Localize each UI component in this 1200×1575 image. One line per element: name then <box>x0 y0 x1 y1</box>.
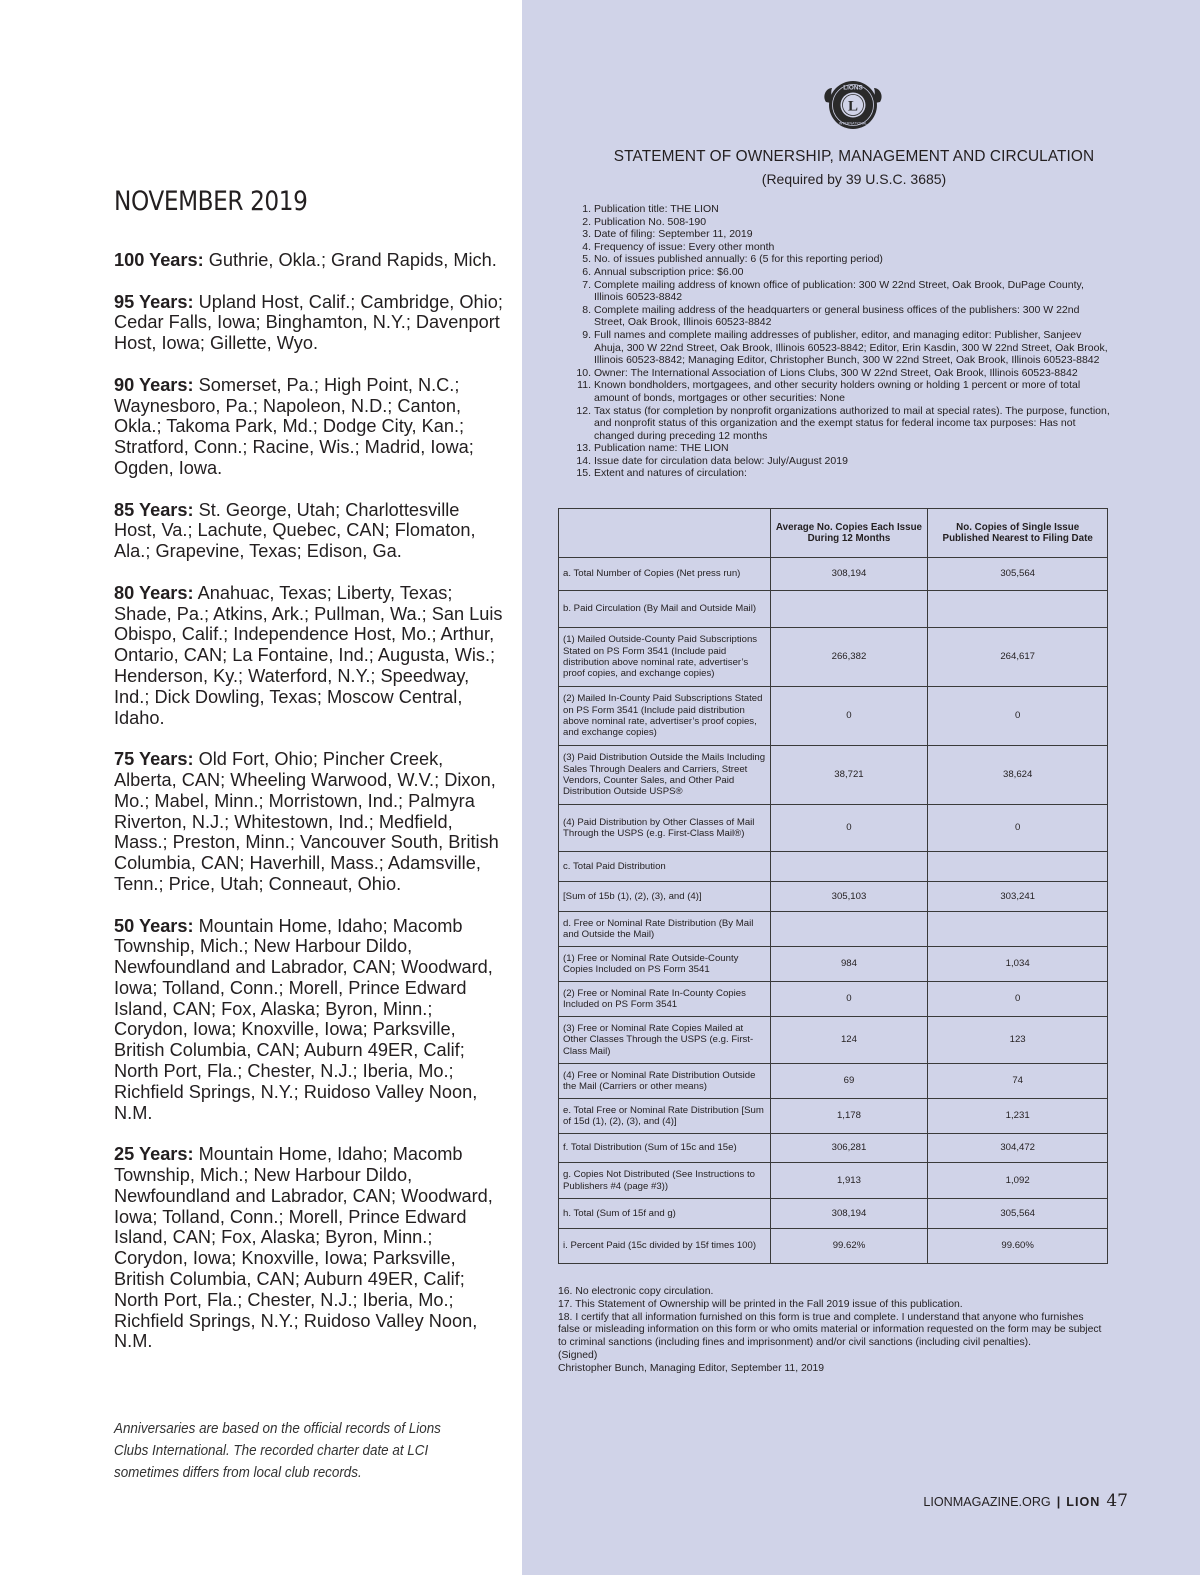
item-text: Owner: The International Association of Lions Clubs, 300 W 22nd Street, Oak Brook, Illinois 60523-8842 <box>594 366 1078 379</box>
avg-value: 266,382 <box>770 628 928 687</box>
single-value: 99.60% <box>928 1229 1108 1264</box>
row-label: i. Percent Paid (15c divided by 15f times 100) <box>559 1229 771 1264</box>
anniversary-label: 75 Years: <box>114 749 194 770</box>
table-row <box>559 1134 1108 1163</box>
anniversary-50 <box>114 916 506 1124</box>
item-text: Publication title: THE LION <box>594 203 719 215</box>
row-label: b. Paid Circulation (By Mail and Outside Mail) <box>559 591 771 628</box>
anniversary-75 <box>114 749 506 895</box>
table-row <box>559 746 1108 805</box>
statement-items <box>576 203 1112 480</box>
single-value: 303,241 <box>928 882 1108 912</box>
item-number: 14. <box>576 454 591 467</box>
anniversary-clubs: Mountain Home, Idaho; Macomb Township, Mich.; New Harbour Dildo, Newfoundland and Labrador, CAN; Woodward, Iowa; Tolland, Conn.; Morell, Prince Edward Island, CAN; Fox, Alaska; Byron, Minn.; Corydon, Iowa; Knoxville, Iowa; Parksville, British Columbia, CAN; Auburn 49ER, Calif; North Port, Fla.; Chester, N.J.; Iberia, Mo.; Richfield Springs, N.Y.; Ruidoso Valley Noon, N.M. <box>114 1144 493 1352</box>
statement-item <box>576 467 1112 480</box>
single-value <box>928 852 1108 882</box>
row-label: (2) Free or Nominal Rate In-County Copies Included on PS Form 3541 <box>559 982 771 1017</box>
avg-value: 984 <box>770 947 928 982</box>
item-text: Known bondholders, mortgagees, and other security holders owning or holding 1 percent or more of total amount of bonds, mortgages or other securities: None <box>594 379 1081 404</box>
item-text: Complete mailing address of known office of publication: 300 W 22nd Street, Oak Brook, DuPage County, Illinois 60523-8842 <box>594 278 1084 304</box>
avg-value: 0 <box>770 982 928 1017</box>
logo-letter: L <box>847 98 859 115</box>
single-value: 74 <box>928 1064 1108 1099</box>
anniversary-clubs: Guthrie, Okla.; Grand Rapids, Mich. <box>203 250 497 270</box>
anniversary-label: 100 Years: <box>114 250 204 270</box>
month-heading: NOVEMBER 2019 <box>114 186 308 217</box>
table-row <box>559 947 1108 982</box>
anniversary-80 <box>114 583 506 729</box>
single-issue-header: No. Copies of Single Issue Published Nearest to Filing Date <box>928 509 1108 558</box>
row-label: e. Total Free or Nominal Rate Distribution [Sum of 15d (1), (2), (3), and (4)] <box>559 1099 771 1134</box>
single-value <box>928 912 1108 947</box>
row-label: (3) Free or Nominal Rate Copies Mailed at Other Classes Through the USPS (e.g. First-Class Mail) <box>559 1017 771 1064</box>
item-number: 15. <box>576 467 591 480</box>
anniversary-clubs: Upland Host, Calif.; Cambridge, Ohio; Cedar Falls, Iowa; Binghamton, N.Y.; Davenport Host, Iowa; Gillette, Wyo. <box>114 291 503 354</box>
single-value: 264,617 <box>928 628 1108 687</box>
single-value: 0 <box>928 982 1108 1017</box>
single-value: 304,472 <box>928 1134 1108 1163</box>
table-row <box>559 1199 1108 1229</box>
page-footer <box>923 1491 1128 1511</box>
single-value: 0 <box>928 687 1108 746</box>
item-number: 6. <box>582 265 591 278</box>
anniversary-label: 90 Years: <box>114 374 194 395</box>
item-text: Extent and natures of circulation: <box>594 467 747 480</box>
item-text: Complete mailing address of the headquarters or general business offices of the publishers: 300 W 22nd Street, Oak Brook, Illinois 60523-8842 <box>594 303 1080 329</box>
table-row <box>559 912 1108 947</box>
item-text: Full names and complete mailing addresses of publisher, editor, and managing editor: Publisher, Sanjeev Ahuja, 300 W 22nd Street, Oak Brook, Illinois 60523-8842; Editor, Erin Kasdin, 300 W 22nd Street, Oak Brook, Illinois 60523-8842; Managing Editor, Christopher Bunch, 300 W 22nd Street, Oak Brook, Illinois 60523-8842 <box>594 328 1108 367</box>
anniversaries-column <box>0 0 522 1575</box>
statement-title: STATEMENT OF OWNERSHIP, MANAGEMENT AND CIRCULATION <box>613 148 1095 165</box>
statement-item <box>576 304 1112 329</box>
statement-notes <box>558 1286 1108 1376</box>
statement-item <box>576 442 1112 455</box>
single-value: 0 <box>928 805 1108 852</box>
item-number: 4. <box>582 240 591 253</box>
table-header-blank <box>559 509 771 558</box>
avg-value: 99.62% <box>770 1229 928 1264</box>
table-row <box>559 1064 1108 1099</box>
item-number: 3. <box>582 228 591 241</box>
avg-value: 1,913 <box>770 1163 928 1199</box>
table-row <box>559 1017 1108 1064</box>
statement-item <box>576 228 1112 241</box>
avg-value: 38,721 <box>770 746 928 805</box>
avg-value <box>770 852 928 882</box>
avg-value: 0 <box>770 805 928 852</box>
anniversary-100 <box>114 250 506 271</box>
note-16: 16. No electronic copy circulation. <box>558 1286 714 1297</box>
table-row <box>559 628 1108 687</box>
statement-panel <box>522 0 1200 1575</box>
statement-item <box>576 279 1112 304</box>
anniversary-clubs: Anahuac, Texas; Liberty, Texas; Shade, Pa.; Atkins, Ark.; Pullman, Wa.; San Luis Obispo, Calif.; Independence Host, Mo.; Arthur, Ontario, CAN; La Fontaine, Ind.; Augusta, Wis.; Henderson, Ky.; Waterford, N.Y.; Speedway, Ind.; Dick Dowling, Texas; Moscow Central, Idaho. <box>114 582 503 728</box>
statement-item <box>576 455 1112 468</box>
item-text: No. of issues published annually: 6 (5 for this reporting period) <box>594 253 883 266</box>
anniversary-footnote: Anniversaries are based on the official records of Lions Clubs International. The recorded charter date at LCI sometimes differs from local club records. <box>114 1421 441 1481</box>
footer-separator: | <box>1056 1495 1061 1509</box>
anniversary-clubs: Somerset, Pa.; High Point, N.C.; Waynesboro, Pa.; Napoleon, N.D.; Canton, Okla.; Takoma Park, Md.; Dodge City, Kan.; Stratford, Conn.; Racine, Wis.; Madrid, Iowa; Ogden, Iowa. <box>114 374 474 478</box>
item-number: 12. <box>576 404 591 417</box>
signed-note: (Signed) <box>558 1349 598 1361</box>
single-value: 305,564 <box>928 558 1108 591</box>
lions-logo <box>820 72 886 138</box>
item-number: 10. <box>576 366 591 379</box>
statement-item <box>576 405 1112 443</box>
table-row <box>559 558 1108 591</box>
single-value: 305,564 <box>928 1199 1108 1229</box>
anniversary-label: 50 Years: <box>114 915 194 936</box>
statement-item <box>576 241 1112 254</box>
item-text: Publication name: THE LION <box>594 442 729 455</box>
table-row <box>559 687 1108 746</box>
avg-value: 124 <box>770 1017 928 1064</box>
note-17: 17. This Statement of Ownership will be printed in the Fall 2019 issue of this publication. <box>558 1298 963 1310</box>
row-label: g. Copies Not Distributed (See Instructions to Publishers #4 (page #3)) <box>559 1163 771 1199</box>
single-value: 1,231 <box>928 1099 1108 1134</box>
statement-item <box>576 253 1112 266</box>
table-row <box>559 1163 1108 1199</box>
row-label: c. Total Paid Distribution <box>559 852 771 882</box>
row-label: (1) Free or Nominal Rate Outside-County Copies Included on PS Form 3541 <box>559 947 771 982</box>
anniversary-label: 80 Years: <box>114 582 194 603</box>
avg-value: 1,178 <box>770 1099 928 1134</box>
logo-top-text: LIONS <box>843 84 863 92</box>
anniversary-label: 95 Years: <box>114 291 194 312</box>
avg-value: 308,194 <box>770 1199 928 1229</box>
magazine-name: LION <box>1066 1495 1101 1509</box>
item-text: Annual subscription price: $6.00 <box>594 265 744 278</box>
statement-item <box>576 266 1112 279</box>
avg-value: 69 <box>770 1064 928 1099</box>
table-header-row <box>559 509 1108 558</box>
item-number: 5. <box>582 253 591 266</box>
item-text: Frequency of issue: Every other month <box>594 240 775 253</box>
row-label: a. Total Number of Copies (Net press run) <box>559 558 771 591</box>
item-text: Issue date for circulation data below: July/August 2019 <box>594 454 848 467</box>
site-url: LIONMAGAZINE.ORG <box>923 1495 1051 1509</box>
statement-item <box>576 329 1112 367</box>
anniversary-list <box>114 250 506 1373</box>
row-label: (3) Paid Distribution Outside the Mails Including Sales Through Dealers and Carriers, Street Vendors, Counter Sales, and Other Paid Distribution Outside USPS® <box>559 746 771 805</box>
statement-item <box>576 216 1112 229</box>
avg-value: 0 <box>770 687 928 746</box>
statement-item <box>576 203 1112 216</box>
item-text: Publication No. 508-190 <box>594 215 707 228</box>
anniversary-label: 25 Years: <box>114 1144 194 1165</box>
row-label: f. Total Distribution (Sum of 15c and 15e) <box>559 1134 771 1163</box>
table-row <box>559 1229 1108 1264</box>
single-value: 1,092 <box>928 1163 1108 1199</box>
avg-value: 308,194 <box>770 558 928 591</box>
row-label: h. Total (Sum of 15f and g) <box>559 1199 771 1229</box>
single-value: 1,034 <box>928 947 1108 982</box>
item-text: Tax status (for completion by nonprofit organizations authorized to mail at special rates). The purpose, function, and nonprofit status of this organization and the exempt status for federal income tax purposes: Has not changed during preceding 12 months <box>594 404 1110 442</box>
avg-value <box>770 912 928 947</box>
table-row <box>559 852 1108 882</box>
signature-line: Christopher Bunch, Managing Editor, September 11, 2019 <box>558 1362 825 1374</box>
row-label: [Sum of 15b (1), (2), (3), and (4)] <box>559 882 771 912</box>
row-label: (4) Free or Nominal Rate Distribution Outside the Mail (Carriers or other means) <box>559 1064 771 1099</box>
page-number: 47 <box>1106 1491 1128 1511</box>
row-label: (1) Mailed Outside-County Paid Subscriptions Stated on PS Form 3541 (Include paid distribution above nominal rate, advertiser’s proof copies, and exchange copies) <box>559 628 771 687</box>
single-value: 38,624 <box>928 746 1108 805</box>
item-number: 11. <box>577 379 591 392</box>
statement-item <box>576 367 1112 380</box>
item-number: 1. <box>582 203 591 215</box>
row-label: d. Free or Nominal Rate Distribution (By Mail and Outside the Mail) <box>559 912 771 947</box>
anniversary-25 <box>114 1144 506 1352</box>
circulation-table <box>558 508 1108 1264</box>
avg-value: 305,103 <box>770 882 928 912</box>
statement-subtitle: (Required by 39 U.S.C. 3685) <box>761 171 947 187</box>
item-number: 9. <box>582 328 591 341</box>
item-number: 7. <box>582 278 591 291</box>
table-row <box>559 591 1108 628</box>
table-row <box>559 982 1108 1017</box>
anniversary-clubs: St. George, Utah; Charlottesville Host, Va.; Lachute, Quebec, CAN; Flomaton, Ala.; Grapevine, Texas; Edison, Ga. <box>114 499 476 562</box>
anniversary-clubs: Mountain Home, Idaho; Macomb Township, Mich.; New Harbour Dildo, Newfoundland and Labrador, CAN; Woodward, Iowa; Tolland, Conn.; Morell, Prince Edward Island, CAN; Fox, Alaska; Byron, Minn.; Corydon, Iowa; Knoxville, Iowa; Parksville, British Columbia, CAN; Auburn 49ER, Calif; North Port, Fla.; Chester, N.J.; Iberia, Mo.; Richfield Springs, N.Y.; Ruidoso Valley Noon, N.M. <box>114 915 493 1123</box>
item-number: 13. <box>576 442 591 455</box>
statement-item <box>576 379 1112 404</box>
row-label: (2) Mailed In-County Paid Subscriptions Stated on PS Form 3541 (Include paid distribution above nominal rate, advertiser’s proof copies, and exchange copies) <box>559 687 771 746</box>
anniversary-label: 85 Years: <box>114 499 194 520</box>
single-value <box>928 591 1108 628</box>
anniversary-clubs: Old Fort, Ohio; Pincher Creek, Alberta, CAN; Wheeling Warwood, W.V.; Dixon, Mo.; Mabel, Minn.; Morristown, Ind.; Palmyra Riverton, N.J.; Whitestown, Ind.; Medfield, Mass.; Preston, Minn.; Vancouver South, British Columbia, CAN; Haverhill, Mass.; Adamsville, Tenn.; Price, Utah; Conneaut, Ohio. <box>114 749 499 894</box>
logo-bottom-text: INTERNATIONAL <box>838 121 868 126</box>
item-number: 2. <box>582 215 591 228</box>
note-18: 18. I certify that all information furnished on this form is true and complete. I understand that anyone who furnishes false or misleading information on this form or who omits material or information requested on the form may be subject to criminal sanctions (including fines and imprisonment) and/or civil sanctions (including civil penalties). <box>558 1311 1102 1349</box>
row-label: (4) Paid Distribution by Other Classes of Mail Through the USPS (e.g. First-Class Mail®) <box>559 805 771 852</box>
anniversary-90 <box>114 375 506 479</box>
avg-value: 306,281 <box>770 1134 928 1163</box>
anniversary-95 <box>114 292 506 354</box>
table-row <box>559 1099 1108 1134</box>
item-text: Date of filing: September 11, 2019 <box>594 228 753 241</box>
table-row <box>559 805 1108 852</box>
anniversary-85 <box>114 500 506 562</box>
item-number: 8. <box>582 303 591 316</box>
table-row <box>559 882 1108 912</box>
avg-copies-header: Average No. Copies Each Issue During 12 Months <box>770 509 928 558</box>
single-value: 123 <box>928 1017 1108 1064</box>
avg-value <box>770 591 928 628</box>
